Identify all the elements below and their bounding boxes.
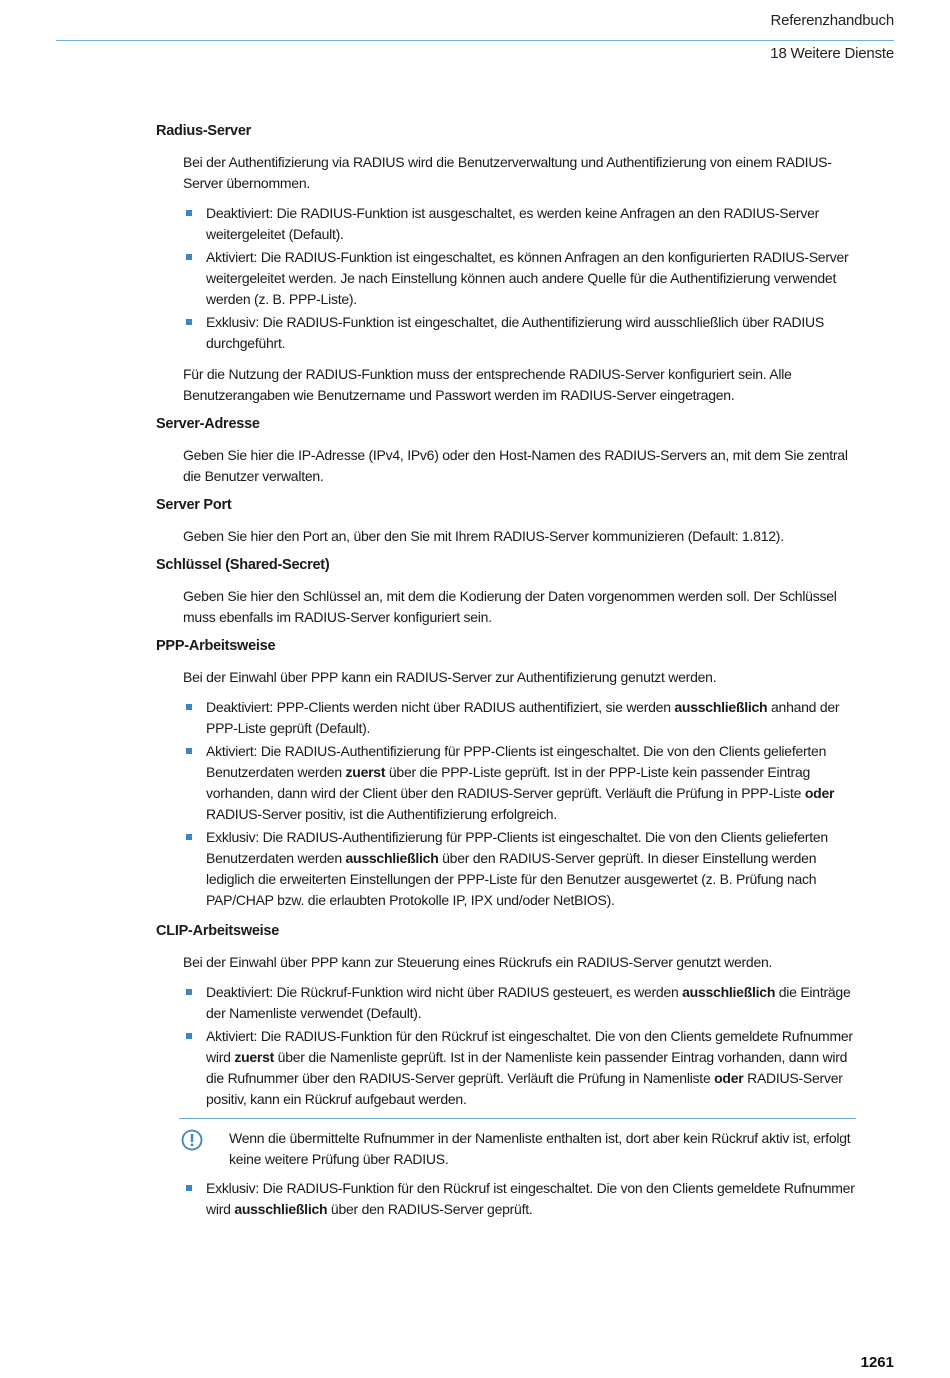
header-chapter: 18 Weitere Dienste: [770, 45, 894, 62]
bullet-square-icon: [186, 748, 192, 754]
bullet-square-icon: [186, 319, 192, 325]
note-text: Wenn die übermittelte Rufnummer in der Namenliste enthalten ist, dort aber kein Rückruf aktiv ist, erfolgt keine weitere Prüfung über RADIUS.: [229, 1130, 851, 1167]
list-item: Exklusiv: Die RADIUS-Authentifizierung für PPP-Clients ist eingeschaltet. Die von den Clients gelieferten Benutzerdaten werden ausschließlich über den RADIUS-Server geprüft. In dieser Einstellung werden lediglich die erweiterten Einstellungen der PPP-Liste für den Benutzer ausgewertet (z. B. Prüfung nach PAP/CHAP bzw. die erlaubten Protokolle IP, IPX und/oder NetBIOS).: [183, 827, 856, 911]
section-title-server-address: Server-Adresse: [156, 416, 260, 432]
radius-intro: Bei der Authentifizierung via RADIUS wird die Benutzerverwaltung und Authentifizierung von einem RADIUS-Server übernommen.: [183, 154, 832, 191]
shared-secret-text: Geben Sie hier den Schlüssel an, mit dem die Kodierung der Daten vorgenommen werden soll. Der Schlüssel muss ebenfalls im RADIUS-Server konfiguriert sein.: [183, 588, 837, 625]
page-number: 1261: [860, 1354, 894, 1371]
list-item: Aktiviert: Die RADIUS-Authentifizierung für PPP-Clients ist eingeschaltet. Die von den Clients gelieferten Benutzerdaten werden zuerst über die PPP-Liste geprüft. Ist in der PPP-Liste kein passender Eintrag vorhanden, dann wird der Client über den RADIUS-Server geprüft. Verläuft die Prüfung in PPP-Liste oder RADIUS-Server positiv, ist die Authentifizierung erfolgreich.: [183, 741, 856, 825]
bullet-square-icon: [186, 989, 192, 995]
header-divider: [56, 40, 894, 41]
list-item: Exklusiv: Die RADIUS-Funktion für den Rückruf ist eingeschaltet. Die von den Clients gemeldete Rufnummer wird ausschließlich über den RADIUS-Server geprüft.: [183, 1178, 856, 1220]
ppp-intro: Bei der Einwahl über PPP kann ein RADIUS-Server zur Authentifizierung genutzt werden.: [183, 669, 717, 685]
radius-options-list: [183, 203, 856, 354]
note-box: [179, 1118, 856, 1170]
clip-intro: Bei der Einwahl über PPP kann zur Steuerung eines Rückrufs ein RADIUS-Server genutzt werden.: [183, 954, 773, 970]
clip-options-list: [183, 982, 856, 1110]
list-item: Exklusiv: Die RADIUS-Funktion ist eingeschaltet, die Authentifizierung wird ausschließlich über RADIUS durchgeführt.: [183, 312, 856, 354]
page-content: [156, 121, 856, 1222]
bullet-square-icon: [186, 704, 192, 710]
server-port-text: Geben Sie hier den Port an, über den Sie mit Ihrem RADIUS-Server kommunizieren (Default: 1.812).: [183, 528, 784, 544]
clip-options-list-continued: [183, 1178, 856, 1220]
section-title-radius-server: Radius-Server: [156, 123, 252, 139]
list-item: Aktiviert: Die RADIUS-Funktion ist eingeschaltet, es können Anfragen an den konfigurierten RADIUS-Server weitergeleitet werden. Je nach Einstellung können auch andere Quelle für die Authentifizierung verwendet werden (z. B. PPP-Liste).: [183, 247, 856, 310]
exclamation-icon: [181, 1129, 203, 1151]
section-title-shared-secret: Schlüssel (Shared-Secret): [156, 557, 330, 573]
list-item: Deaktiviert: PPP-Clients werden nicht über RADIUS authentifiziert, sie werden ausschließlich anhand der PPP-Liste geprüft (Default).: [183, 697, 856, 739]
radius-outro: Für die Nutzung der RADIUS-Funktion muss der entsprechende RADIUS-Server konfiguriert sein. Alle Benutzerangaben wie Benutzername und Passwort werden im RADIUS-Server eingetragen.: [183, 366, 792, 403]
section-title-clip-mode: CLIP-Arbeitsweise: [156, 923, 280, 939]
bullet-square-icon: [186, 1033, 192, 1039]
header-title: Referenzhandbuch: [770, 12, 894, 29]
section-title-ppp-mode: PPP-Arbeitsweise: [156, 638, 276, 654]
bullet-square-icon: [186, 210, 192, 216]
bullet-square-icon: [186, 834, 192, 840]
bullet-square-icon: [186, 1185, 192, 1191]
list-item: Deaktiviert: Die Rückruf-Funktion wird nicht über RADIUS gesteuert, es werden ausschließlich die Einträge der Namenliste verwendet (Default).: [183, 982, 856, 1024]
list-item: Aktiviert: Die RADIUS-Funktion für den Rückruf ist eingeschaltet. Die von den Clients gemeldete Rufnummer wird zuerst über die Namenliste geprüft. Ist in der Namenliste kein passender Eintrag vorhanden, dann wird die Rufnummer über den RADIUS-Server geprüft. Verläuft die Prüfung in Namenliste oder RADIUS-Server positiv, kann ein Rückruf aufgebaut werden.: [183, 1026, 856, 1110]
section-title-server-port: Server Port: [156, 497, 232, 513]
bullet-square-icon: [186, 254, 192, 260]
list-item: Deaktiviert: Die RADIUS-Funktion ist ausgeschaltet, es werden keine Anfragen an den RADIUS-Server weitergeleitet (Default).: [183, 203, 856, 245]
server-address-text: Geben Sie hier die IP-Adresse (IPv4, IPv6) oder den Host-Namen des RADIUS-Servers an, mit dem Sie zentral die Benutzer verwalten.: [183, 447, 848, 484]
ppp-options-list: [183, 697, 856, 911]
